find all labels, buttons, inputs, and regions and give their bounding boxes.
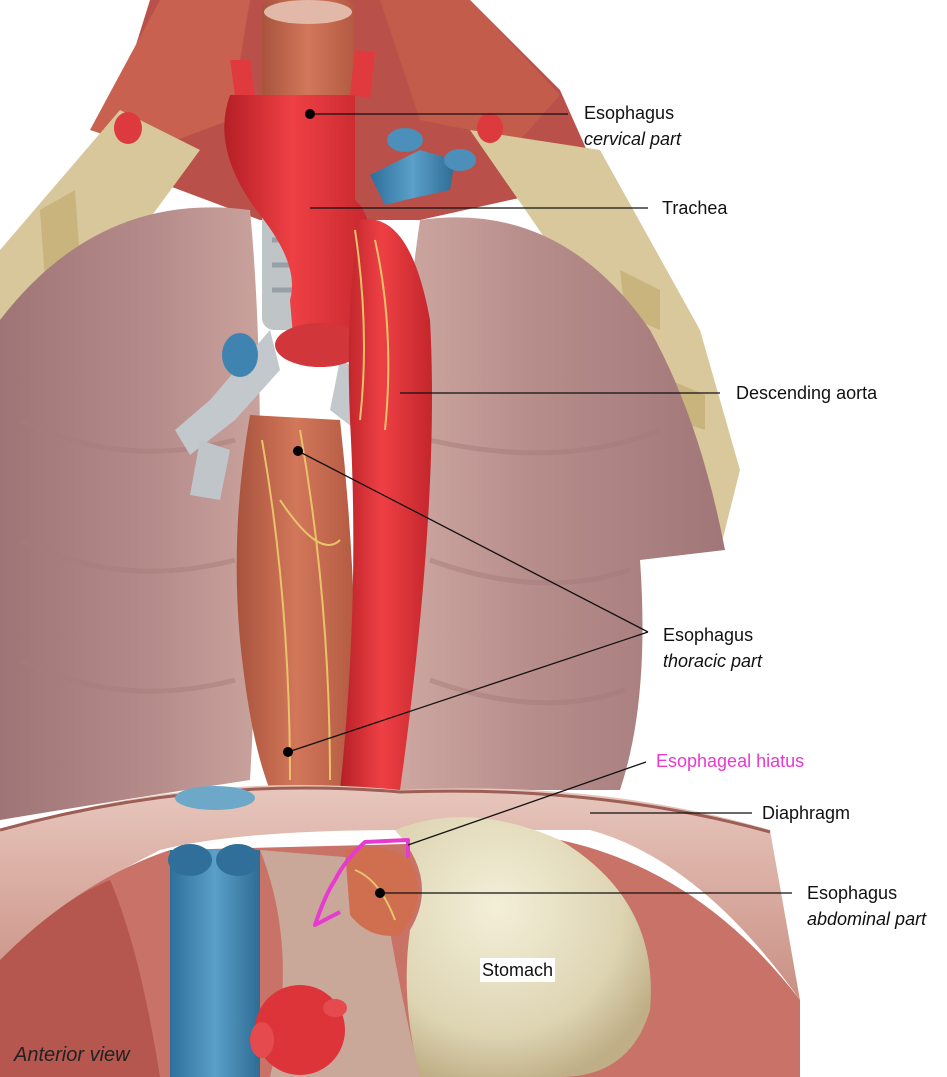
label-esophagus-thoracic [663, 622, 762, 674]
label-esophagus-cervical-sub: cervical part [584, 129, 682, 149]
label-diaphragm: Diaphragm [762, 803, 851, 823]
label-stomach: Stomach [482, 960, 554, 980]
label-esophagus-abdominal-sub: abdominal part [807, 909, 927, 929]
label-esophagus-abdominal-title: Esophagus [807, 883, 898, 903]
label-esophagus-cervical-title: Esophagus [584, 103, 675, 123]
label-descending-aorta: Descending aorta [736, 383, 878, 403]
label-esophagus-thoracic-sub: thoracic part [663, 651, 763, 671]
label-esophagus-cervical [584, 100, 681, 152]
label-esophageal-hiatus: Esophageal hiatus [656, 751, 805, 771]
view-caption: Anterior view [14, 1044, 130, 1066]
label-esophagus-thoracic-title: Esophagus [663, 625, 754, 645]
label-esophagus-abdominal [807, 880, 926, 932]
label-trachea: Trachea [662, 198, 728, 218]
